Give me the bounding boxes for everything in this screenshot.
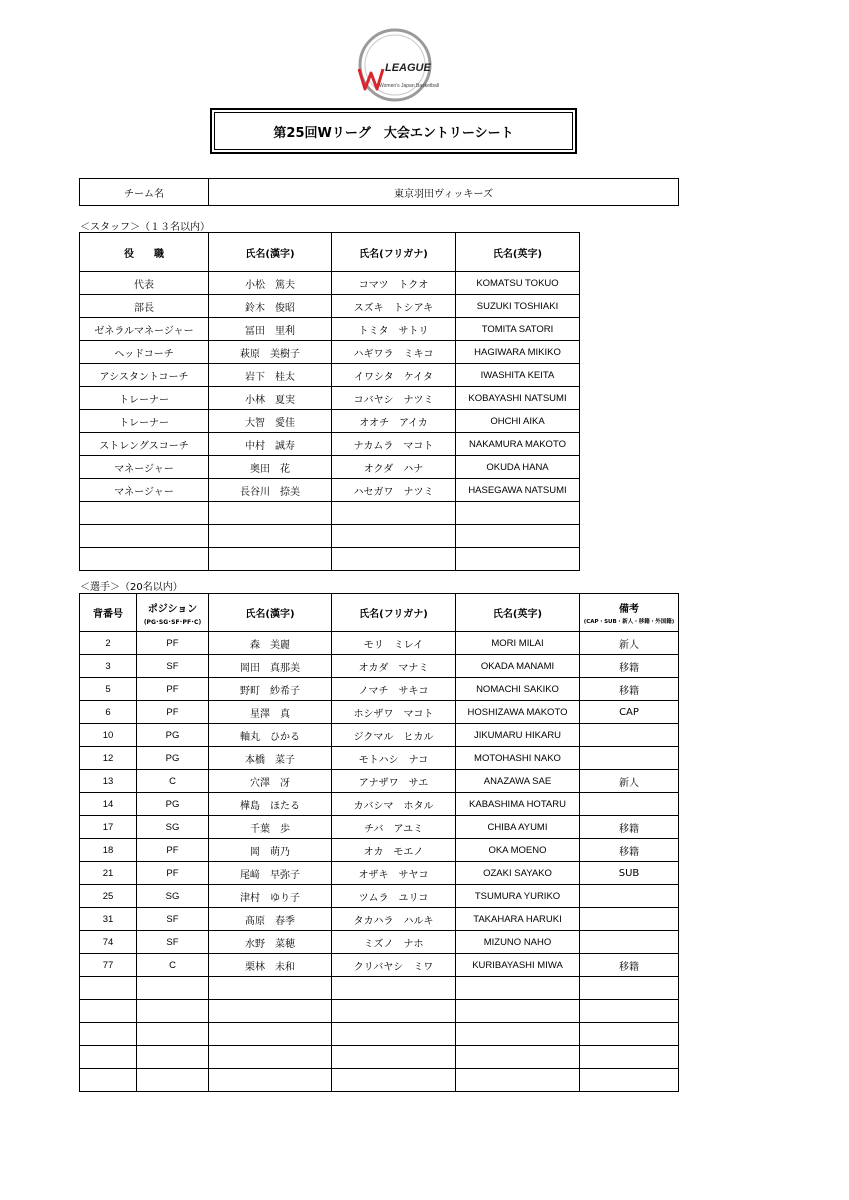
player-name-kana: ノマチ サキコ — [332, 678, 456, 701]
staff-name-english: HAGIWARA MIKIKO — [456, 341, 580, 364]
player-number: 77 — [80, 954, 137, 977]
player-header-row — [80, 594, 679, 632]
player-name-english: JIKUMARU HIKARU — [456, 724, 580, 747]
player-name-kana: モトハシ ナコ — [332, 747, 456, 770]
staff-name-english: OHCHI AIKA — [456, 410, 580, 433]
staff-row — [80, 272, 580, 295]
staff-name-kana: オクダ ハナ — [332, 456, 456, 479]
svg-text:Women's Japan Basketball: Women's Japan Basketball — [379, 83, 440, 89]
player-number: 10 — [80, 724, 137, 747]
player-position: SG — [137, 885, 209, 908]
player-row — [80, 954, 679, 977]
player-number: 74 — [80, 931, 137, 954]
player-name-kana: ホシザワ マコト — [332, 701, 456, 724]
player-name-english: TAKAHARA HARUKI — [456, 908, 580, 931]
player-name-kanji: 千葉 歩 — [209, 816, 332, 839]
player-number: 21 — [80, 862, 137, 885]
player-name-english: MORI MILAI — [456, 632, 580, 655]
player-name-kanji: 軸丸 ひかる — [209, 724, 332, 747]
player-position: SF — [137, 931, 209, 954]
staff-table — [79, 232, 580, 571]
staff-name-kana: ハセガワ ナツミ — [332, 479, 456, 502]
player-row — [80, 632, 679, 655]
staff-row — [80, 387, 580, 410]
staff-name-english: HASEGAWA NATSUMI — [456, 479, 580, 502]
player-row — [80, 931, 679, 954]
player-notes: 新人 — [580, 770, 679, 793]
staff-name-english — [456, 525, 580, 548]
player-notes — [580, 724, 679, 747]
player-position: PF — [137, 862, 209, 885]
player-name-english: OKA MOENO — [456, 839, 580, 862]
title-box — [210, 108, 577, 154]
player-name-english — [456, 1023, 580, 1046]
player-name-english: KURIBAYASHI MIWA — [456, 954, 580, 977]
player-notes — [580, 747, 679, 770]
player-name-kanji: 岡 萌乃 — [209, 839, 332, 862]
staff-name-kana: コマツ トクオ — [332, 272, 456, 295]
staff-name-kanji: 萩原 美樹子 — [209, 341, 332, 364]
player-name-english: NOMACHI SAKIKO — [456, 678, 580, 701]
player-name-kana: オザキ サヤコ — [332, 862, 456, 885]
player-header-number: 背番号 — [80, 594, 137, 632]
player-name-kanji: 津村 ゆり子 — [209, 885, 332, 908]
player-name-kana: チバ アユミ — [332, 816, 456, 839]
page-title: 第25回Wリーグ 大会エントリーシート — [214, 112, 573, 150]
staff-name-english — [456, 548, 580, 571]
staff-row — [80, 456, 580, 479]
player-name-kana — [332, 977, 456, 1000]
staff-name-kana — [332, 502, 456, 525]
player-number: 2 — [80, 632, 137, 655]
player-header-name-english: 氏名(英字) — [456, 594, 580, 632]
player-name-english — [456, 1000, 580, 1023]
staff-name-kanji — [209, 548, 332, 571]
staff-role: 代表 — [80, 272, 209, 295]
staff-header-name-english: 氏名(英字) — [456, 233, 580, 272]
player-name-kanji — [209, 1046, 332, 1069]
staff-name-kanji: 長谷川 捺美 — [209, 479, 332, 502]
player-number — [80, 1000, 137, 1023]
player-row — [80, 1046, 679, 1069]
player-name-kanji: 岡田 真那美 — [209, 655, 332, 678]
staff-name-kanji: 小松 篤夫 — [209, 272, 332, 295]
player-row — [80, 839, 679, 862]
player-name-kana — [332, 1023, 456, 1046]
player-notes: 移籍 — [580, 655, 679, 678]
staff-role: ヘッドコーチ — [80, 341, 209, 364]
team-name-label: チーム名 — [80, 179, 209, 206]
player-notes — [580, 885, 679, 908]
player-name-kanji: 栗林 未和 — [209, 954, 332, 977]
player-position: PG — [137, 724, 209, 747]
player-header-position-sub: (PG･SG･SF･PF･C) — [143, 618, 202, 626]
staff-name-kanji: 小林 夏実 — [209, 387, 332, 410]
player-position: PF — [137, 839, 209, 862]
staff-section-label: ＜スタッフ＞（１３名以内） — [80, 222, 210, 233]
staff-name-kana: ハギワラ ミキコ — [332, 341, 456, 364]
player-position: PG — [137, 793, 209, 816]
player-name-english: ANAZAWA SAE — [456, 770, 580, 793]
player-name-english: TSUMURA YURIKO — [456, 885, 580, 908]
player-name-english: KABASHIMA HOTARU — [456, 793, 580, 816]
player-notes — [580, 793, 679, 816]
player-notes — [580, 1069, 679, 1092]
staff-header-row — [80, 233, 580, 272]
staff-row — [80, 502, 580, 525]
staff-name-kana: コバヤシ ナツミ — [332, 387, 456, 410]
player-name-kana: ツムラ ユリコ — [332, 885, 456, 908]
player-name-kana: タカハラ ハルキ — [332, 908, 456, 931]
player-position: C — [137, 954, 209, 977]
player-name-english — [456, 1069, 580, 1092]
player-name-english: MIZUNO NAHO — [456, 931, 580, 954]
player-notes: 移籍 — [580, 839, 679, 862]
staff-row — [80, 433, 580, 456]
player-name-kanji — [209, 1023, 332, 1046]
player-number: 17 — [80, 816, 137, 839]
player-name-kana: オカ モエノ — [332, 839, 456, 862]
staff-row — [80, 548, 580, 571]
staff-role: ゼネラルマネージャー — [80, 318, 209, 341]
player-header-name-kanji: 氏名(漢字) — [209, 594, 332, 632]
player-position: PG — [137, 747, 209, 770]
player-row — [80, 885, 679, 908]
player-name-kana — [332, 1046, 456, 1069]
svg-text:LEAGUE: LEAGUE — [385, 62, 431, 74]
player-name-english: HOSHIZAWA MAKOTO — [456, 701, 580, 724]
staff-row — [80, 479, 580, 502]
staff-name-kana — [332, 548, 456, 571]
staff-row — [80, 295, 580, 318]
staff-name-kanji: 中村 誠寿 — [209, 433, 332, 456]
player-name-english — [456, 977, 580, 1000]
player-notes — [580, 1046, 679, 1069]
player-position: SF — [137, 908, 209, 931]
player-row — [80, 1000, 679, 1023]
staff-name-kanji: 岩下 桂太 — [209, 364, 332, 387]
staff-name-english: SUZUKI TOSHIAKI — [456, 295, 580, 318]
player-header-notes — [580, 594, 679, 632]
player-table-body — [80, 632, 679, 1092]
staff-name-kana: トミタ サトリ — [332, 318, 456, 341]
player-row — [80, 747, 679, 770]
staff-row — [80, 341, 580, 364]
staff-name-english: KOMATSU TOKUO — [456, 272, 580, 295]
staff-row — [80, 318, 580, 341]
player-number — [80, 1069, 137, 1092]
player-name-english: CHIBA AYUMI — [456, 816, 580, 839]
player-header-name-kana: 氏名(フリガナ) — [332, 594, 456, 632]
player-name-kanji: 尾﨑 早弥子 — [209, 862, 332, 885]
staff-header-name-kana: 氏名(フリガナ) — [332, 233, 456, 272]
player-position: C — [137, 770, 209, 793]
staff-row — [80, 364, 580, 387]
player-name-kanji — [209, 1000, 332, 1023]
staff-name-kanji: 奥田 花 — [209, 456, 332, 479]
player-number: 12 — [80, 747, 137, 770]
player-header-position — [137, 594, 209, 632]
staff-name-english: TOMITA SATORI — [456, 318, 580, 341]
wleague-logo — [349, 27, 441, 103]
player-position — [137, 1023, 209, 1046]
staff-header-role: 役 職 — [80, 233, 209, 272]
staff-table-body — [80, 272, 580, 571]
player-number — [80, 1023, 137, 1046]
staff-name-english: NAKAMURA MAKOTO — [456, 433, 580, 456]
player-name-kanji: 本橋 菜子 — [209, 747, 332, 770]
player-notes — [580, 1000, 679, 1023]
player-notes: 移籍 — [580, 954, 679, 977]
player-number: 3 — [80, 655, 137, 678]
staff-name-kana: ナカムラ マコト — [332, 433, 456, 456]
staff-role: 部長 — [80, 295, 209, 318]
staff-name-kanji — [209, 502, 332, 525]
player-name-kanji: 髙原 春季 — [209, 908, 332, 931]
staff-name-kanji: 冨田 里利 — [209, 318, 332, 341]
player-name-kanji — [209, 977, 332, 1000]
staff-row — [80, 525, 580, 548]
player-number: 6 — [80, 701, 137, 724]
player-position — [137, 1046, 209, 1069]
team-name-table — [79, 178, 679, 206]
player-name-english: OKADA MANAMI — [456, 655, 580, 678]
player-row — [80, 1069, 679, 1092]
player-name-kana: モリ ミレイ — [332, 632, 456, 655]
player-number: 25 — [80, 885, 137, 908]
player-notes: 新人 — [580, 632, 679, 655]
player-section-label: ＜選手＞（20名以内） — [80, 582, 183, 593]
player-name-kana: アナザワ サエ — [332, 770, 456, 793]
player-name-english — [456, 1046, 580, 1069]
player-table — [79, 593, 679, 1092]
player-name-kanji — [209, 1069, 332, 1092]
player-number: 14 — [80, 793, 137, 816]
staff-name-kanji — [209, 525, 332, 548]
player-name-kanji: 野町 紗希子 — [209, 678, 332, 701]
staff-name-kanji: 大智 愛佳 — [209, 410, 332, 433]
player-row — [80, 724, 679, 747]
player-name-kana — [332, 1069, 456, 1092]
player-position — [137, 1000, 209, 1023]
staff-role: アシスタントコーチ — [80, 364, 209, 387]
staff-name-english — [456, 502, 580, 525]
staff-name-english: OKUDA HANA — [456, 456, 580, 479]
player-name-kana — [332, 1000, 456, 1023]
staff-role — [80, 502, 209, 525]
player-name-kana: カバシマ ホタル — [332, 793, 456, 816]
player-name-kanji: 穴澤 冴 — [209, 770, 332, 793]
player-name-kana: ミズノ ナホ — [332, 931, 456, 954]
player-notes: CAP — [580, 701, 679, 724]
player-row — [80, 678, 679, 701]
player-position: SF — [137, 655, 209, 678]
player-notes: 移籍 — [580, 678, 679, 701]
player-position — [137, 977, 209, 1000]
staff-name-kana: スズキ トシアキ — [332, 295, 456, 318]
staff-name-kana — [332, 525, 456, 548]
staff-name-kanji: 鈴木 俊昭 — [209, 295, 332, 318]
staff-role: トレーナー — [80, 410, 209, 433]
player-name-kana: クリバヤシ ミワ — [332, 954, 456, 977]
player-row — [80, 816, 679, 839]
staff-name-kana: イワシタ ケイタ — [332, 364, 456, 387]
staff-role: トレーナー — [80, 387, 209, 410]
player-position — [137, 1069, 209, 1092]
player-name-kana: ジクマル ヒカル — [332, 724, 456, 747]
player-header-notes-label: 備考 — [619, 604, 639, 615]
player-number: 31 — [80, 908, 137, 931]
player-notes — [580, 1023, 679, 1046]
player-number: 18 — [80, 839, 137, 862]
staff-row — [80, 410, 580, 433]
staff-header-name-kanji: 氏名(漢字) — [209, 233, 332, 272]
player-header-position-label: ポジション — [147, 603, 198, 615]
player-row — [80, 793, 679, 816]
staff-name-english: IWASHITA KEITA — [456, 364, 580, 387]
player-name-kanji: 樺島 ほたる — [209, 793, 332, 816]
player-name-kanji: 水野 菜穂 — [209, 931, 332, 954]
player-name-kanji: 森 美麗 — [209, 632, 332, 655]
staff-role: マネージャー — [80, 456, 209, 479]
staff-name-kana: オオチ アイカ — [332, 410, 456, 433]
player-row — [80, 770, 679, 793]
player-name-kanji: 星澤 真 — [209, 701, 332, 724]
player-notes — [580, 977, 679, 1000]
player-notes: SUB — [580, 862, 679, 885]
player-name-english: MOTOHASHI NAKO — [456, 747, 580, 770]
player-position: SG — [137, 816, 209, 839]
player-name-kana: オカダ マナミ — [332, 655, 456, 678]
player-name-english: OZAKI SAYAKO — [456, 862, 580, 885]
player-number — [80, 977, 137, 1000]
team-name-value: 東京羽田ヴィッキーズ — [209, 179, 679, 206]
player-header-notes-sub: (CAP・SUB・新人・移籍・外国籍) — [583, 619, 675, 625]
staff-name-english: KOBAYASHI NATSUMI — [456, 387, 580, 410]
staff-role: マネージャー — [80, 479, 209, 502]
player-position: PF — [137, 632, 209, 655]
player-row — [80, 701, 679, 724]
player-position: PF — [137, 678, 209, 701]
player-number — [80, 1046, 137, 1069]
player-row — [80, 655, 679, 678]
player-row — [80, 1023, 679, 1046]
staff-role — [80, 525, 209, 548]
player-number: 13 — [80, 770, 137, 793]
player-position: PF — [137, 701, 209, 724]
player-row — [80, 908, 679, 931]
player-row — [80, 862, 679, 885]
player-row — [80, 977, 679, 1000]
staff-role: ストレングスコーチ — [80, 433, 209, 456]
player-notes — [580, 931, 679, 954]
staff-role — [80, 548, 209, 571]
player-number: 5 — [80, 678, 137, 701]
player-notes: 移籍 — [580, 816, 679, 839]
player-notes — [580, 908, 679, 931]
